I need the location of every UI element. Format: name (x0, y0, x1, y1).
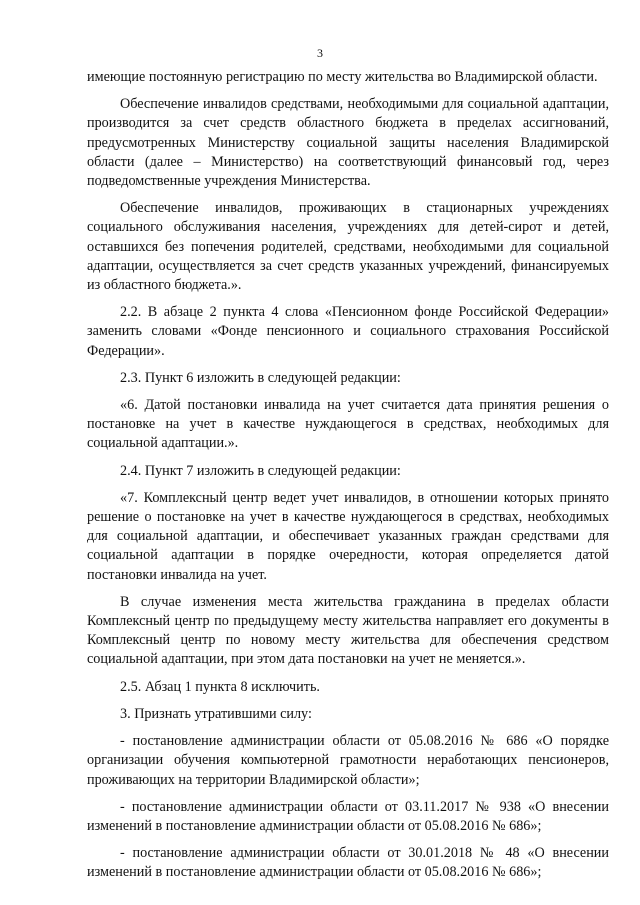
paragraph-11: 3. Признать утратившими силу: (120, 705, 312, 722)
paragraph-6: «6. Датой постановки инвалида на учет считается дата принятия решения о постановке на учет в качестве нуждающегося в средствах, необходимых для социальной адаптации.». (87, 397, 609, 452)
paragraph-2: Обеспечение инвалидов средствами, необходимыми для социальной адаптации, производится за счет средств областного бюджета в пределах ассигнований, предусмотренных Министерству социальной защиты населения Владимирской области (далее – Министерство) на соответствующий финансовый год, через подведомственные учреждения Министерства. (87, 96, 609, 190)
paragraph-9: В случае изменения места жительства гражданина в пределах области Комплексный центр по предыдущему месту жительства направляет его документы в Комплексный центр по новому месту жительства для обеспечения средством социальной адаптации, при этом дата постановки на учет не меняется.». (87, 593, 609, 668)
paragraph-1: имеющие постоянную регистрацию по месту жительства во Владимирской области. (87, 69, 598, 85)
paragraph-3: Обеспечение инвалидов, проживающих в стационарных учреждениях социального обслуживания населения, учреждениях для детей-сирот и детей, оставшихся без попечения родителей, средствами, необходимыми для социальной адаптации, осуществляется за счет средств указанных учреждений, финансируемых из областного бюджета.». (87, 200, 609, 294)
paragraph-8: «7. Комплексный центр ведет учет инвалидов, в отношении которых принято решение о постановке на учет в качестве нуждающегося в средствах, необходимых для социальной адаптации, и обеспечивает указанных граждан средствами для социальной адаптации в порядке очередности, которая определяется датой постановки инвалида на учет. (87, 489, 609, 583)
paragraph-4: 2.2. В абзаце 2 пункта 4 слова «Пенсионном фонде Российской Федерации» заменить словами «Фонде пенсионного и социального страхования Российской Федерации». (87, 304, 609, 359)
document-body (87, 68, 609, 883)
paragraph-14: - постановление администрации области от 30.01.2018 № 48 «О внесении изменений в постановление администрации области от 05.08.2016 № 686»; (87, 845, 609, 881)
paragraph-12: - постановление администрации области от 05.08.2016 № 686 «О порядке организации обучения компьютерной грамотности неработающих пенсионеров, проживающих на территории Владимирской области»; (87, 733, 609, 788)
paragraph-7: 2.4. Пункт 7 изложить в следующей редакции: (120, 462, 401, 479)
page-number: 3 (317, 46, 323, 60)
paragraph-10: 2.5. Абзац 1 пункта 8 исключить. (120, 678, 320, 695)
paragraph-13: - постановление администрации области от 03.11.2017 № 938 «О внесении изменений в постановление администрации области от 05.08.2016 № 686»; (87, 798, 609, 834)
paragraph-5: 2.3. Пункт 6 изложить в следующей редакции: (120, 369, 401, 386)
